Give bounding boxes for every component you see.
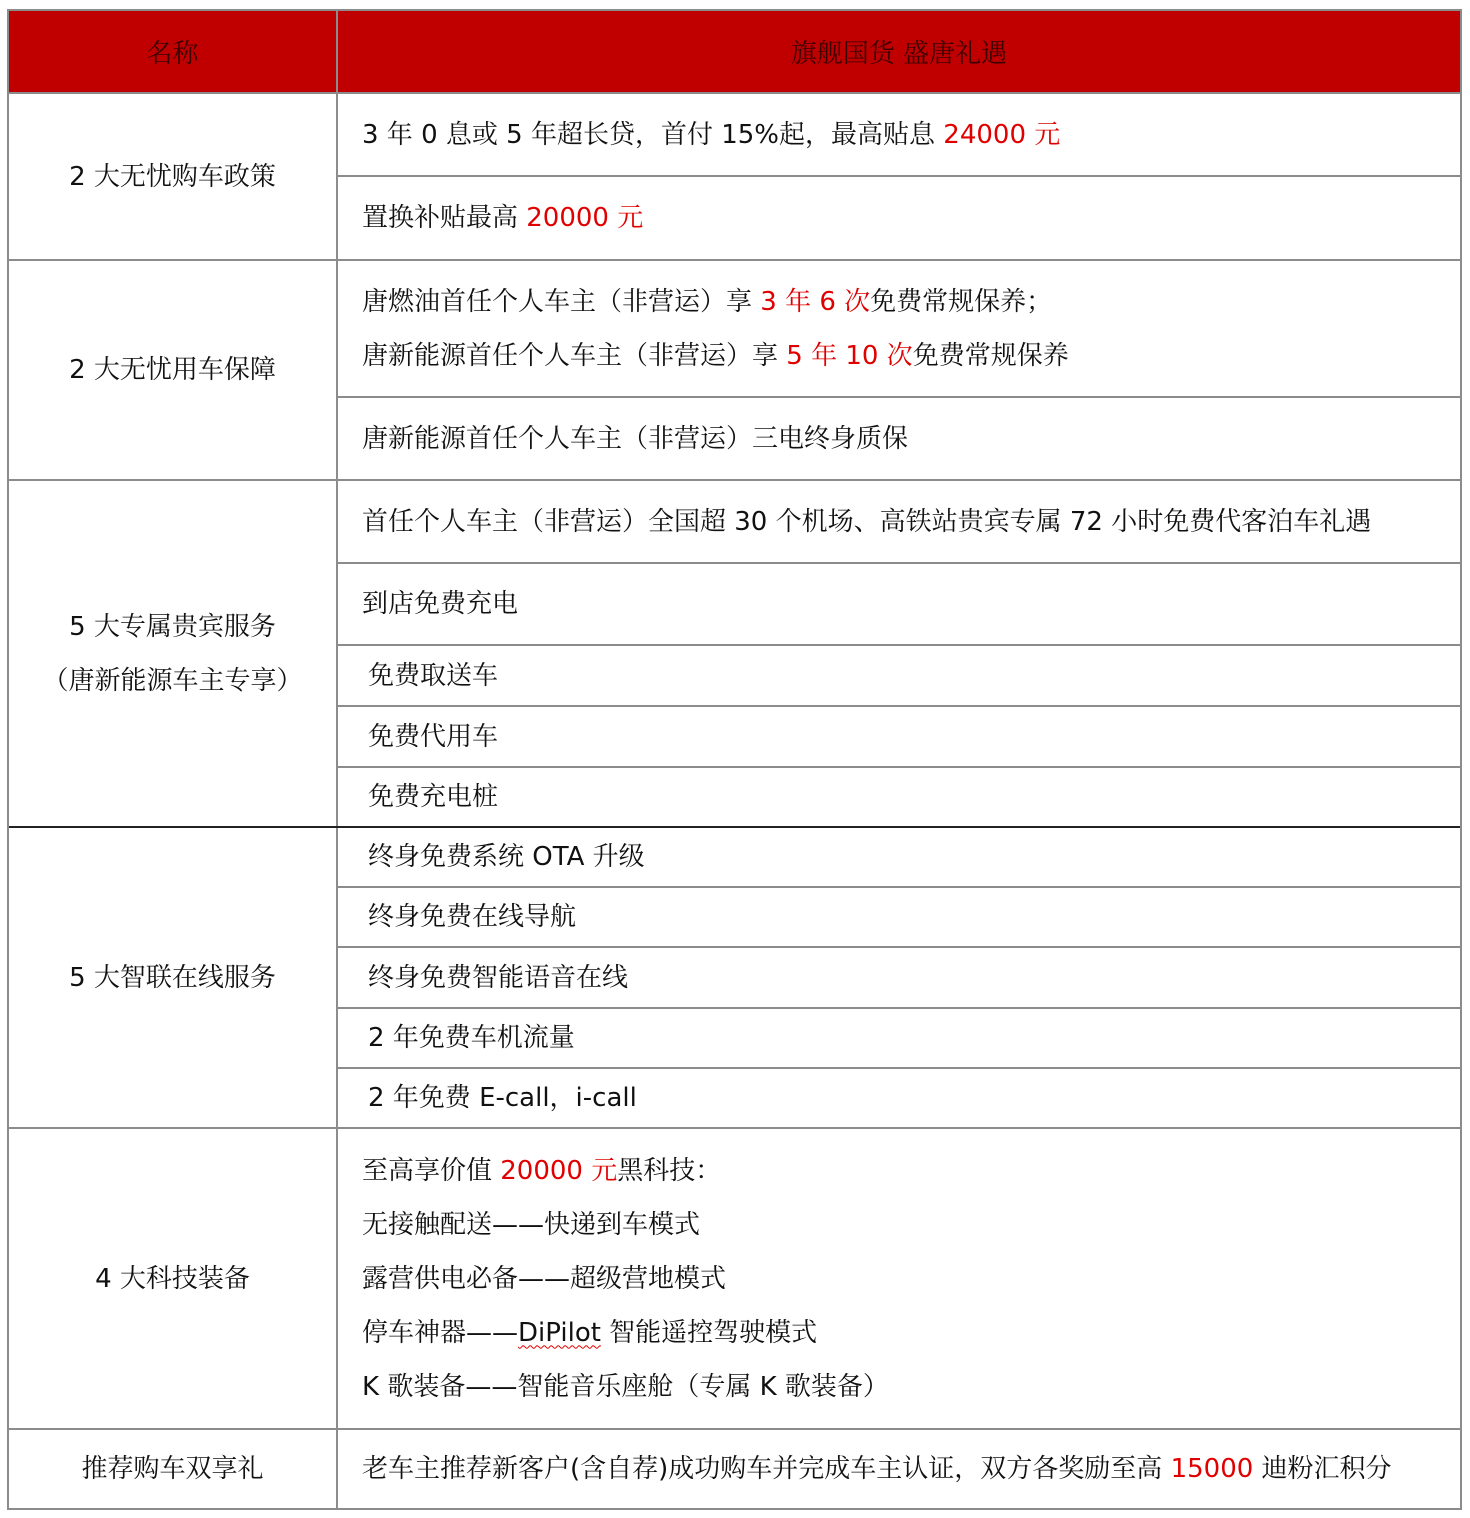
offer-cell: [338, 397, 1460, 480]
cell-text: 免费常规保养；: [870, 286, 1053, 317]
cell-text: 终身免费智能语音在线: [368, 962, 629, 993]
cell-text: 至高享价值: [362, 1155, 501, 1186]
offer-line: [362, 1144, 1460, 1198]
cell-text: 3 年 0 息或 5 年超长贷，首付 15%起，最高贴息: [362, 120, 944, 150]
offer-line: [362, 1306, 1460, 1360]
offer-line: [368, 951, 1460, 1005]
offer-cell: [338, 1068, 1460, 1128]
offer-cell: [338, 1128, 1460, 1429]
cell-text: 唐燃油首任个人车主（非营运）享: [362, 286, 761, 317]
table-header: [9, 11, 1460, 94]
offer-table: [7, 9, 1462, 1510]
section-name: 4 大科技装备: [95, 1263, 250, 1294]
cell-text: 唐新能源首任个人车主（非营运）三电终身质保: [362, 423, 909, 454]
offer-cell: [338, 947, 1460, 1008]
cell-text: 智能遥控驾驶模式: [600, 1317, 818, 1348]
offer-cell: [338, 767, 1460, 827]
offer-line: [368, 890, 1460, 944]
section-name: （唐新能源车主专享）: [42, 665, 303, 696]
cell-text: 置换补贴最高: [362, 203, 527, 233]
offer-cell: [338, 827, 1460, 887]
offer-line: [362, 495, 1460, 549]
section-name-cell: [9, 94, 336, 260]
section-name: 推荐购车双享礼: [81, 1453, 264, 1484]
offer-cell: [338, 645, 1460, 706]
cell-text: 首任个人车主（非营运）全国超 30 个机场、高铁站贵宾专属 72 小时免费代客泊车礼遇: [362, 506, 1372, 537]
offer-line: [362, 329, 1460, 383]
offer-line: [368, 1071, 1460, 1125]
offer-line: [362, 577, 1460, 631]
cell-text: 无接触配送——快递到车模式: [362, 1209, 701, 1240]
offer-cell: [338, 706, 1460, 767]
offer-cell: [338, 260, 1460, 397]
offer-cell: [338, 887, 1460, 947]
section-name-cell: [9, 827, 336, 1128]
section-name: 5 大智联在线服务: [69, 962, 276, 993]
section-name: 2 大无忧购车政策: [69, 162, 276, 192]
cell-text: 黑科技：: [617, 1155, 722, 1186]
cell-text: 终身免费在线导航: [368, 902, 577, 932]
offer-cell: [338, 176, 1460, 260]
offer-line: [362, 1198, 1460, 1252]
cell-text: 免费常规保养: [912, 340, 1069, 371]
offer-line: [362, 191, 1460, 245]
offer-line: [368, 830, 1460, 884]
header-name-cell: 名称: [146, 39, 199, 69]
offer-cell: [338, 1429, 1460, 1508]
offer-line: [368, 710, 1460, 764]
offer-line: [362, 1360, 1460, 1414]
highlight-text: 20000 元: [500, 1155, 618, 1186]
section-name-cell: [9, 480, 336, 827]
cell-text: 老车主推荐新客户(含自荐)成功购车并完成车主认证，双方各奖励至高: [362, 1453, 1171, 1484]
highlight-text: 20000 元: [526, 203, 644, 233]
cell-text: 免费取送车: [368, 660, 499, 691]
cell-text: 终身免费系统 OTA 升级: [368, 842, 645, 872]
cell-text: 免费充电桩: [368, 782, 499, 812]
cell-text: 停车神器——: [362, 1317, 519, 1348]
cell-text: 2 年免费 E-call，i-call: [368, 1083, 637, 1113]
offer-line: [368, 1011, 1460, 1065]
cell-text: 唐新能源首任个人车主（非营运）享: [362, 340, 787, 371]
cell-text: 2 年免费车机流量: [368, 1023, 575, 1053]
section-name: 5 大专属贵宾服务: [69, 611, 276, 642]
offer-line: [362, 412, 1460, 466]
cell-text: 迪粉汇积分: [1253, 1453, 1392, 1484]
highlight-text: 15000: [1170, 1453, 1254, 1484]
highlight-text: 3 年 6 次: [760, 286, 871, 317]
offer-cell: [338, 94, 1460, 176]
section-name-cell: [9, 1429, 336, 1508]
header-offer-cell: 旗舰国货 盛唐礼遇: [790, 39, 1008, 69]
offer-line: [362, 108, 1460, 162]
section-name-cell: [9, 1128, 336, 1429]
cell-text: DiPilot: [518, 1317, 601, 1348]
section-name-cell: [9, 260, 336, 480]
cell-text: 免费代用车: [368, 721, 499, 752]
offer-cell: [338, 480, 1460, 563]
section-name: 2 大无忧用车保障: [69, 355, 276, 385]
offer-cell: [338, 563, 1460, 645]
offer-line: [368, 770, 1460, 824]
offer-line: [368, 649, 1460, 703]
offer-line: [362, 1442, 1460, 1496]
highlight-text: 24000 元: [943, 120, 1061, 150]
cell-text: K 歌装备——智能音乐座舱（专属 K 歌装备）: [362, 1371, 889, 1402]
highlight-text: 5 年 10 次: [786, 340, 913, 371]
offer-line: [362, 275, 1460, 329]
offer-line: [362, 1252, 1460, 1306]
offer-cell: [338, 1008, 1460, 1068]
cell-text: 露营供电必备——超级营地模式: [362, 1263, 727, 1294]
cell-text: 到店免费充电: [362, 589, 519, 619]
